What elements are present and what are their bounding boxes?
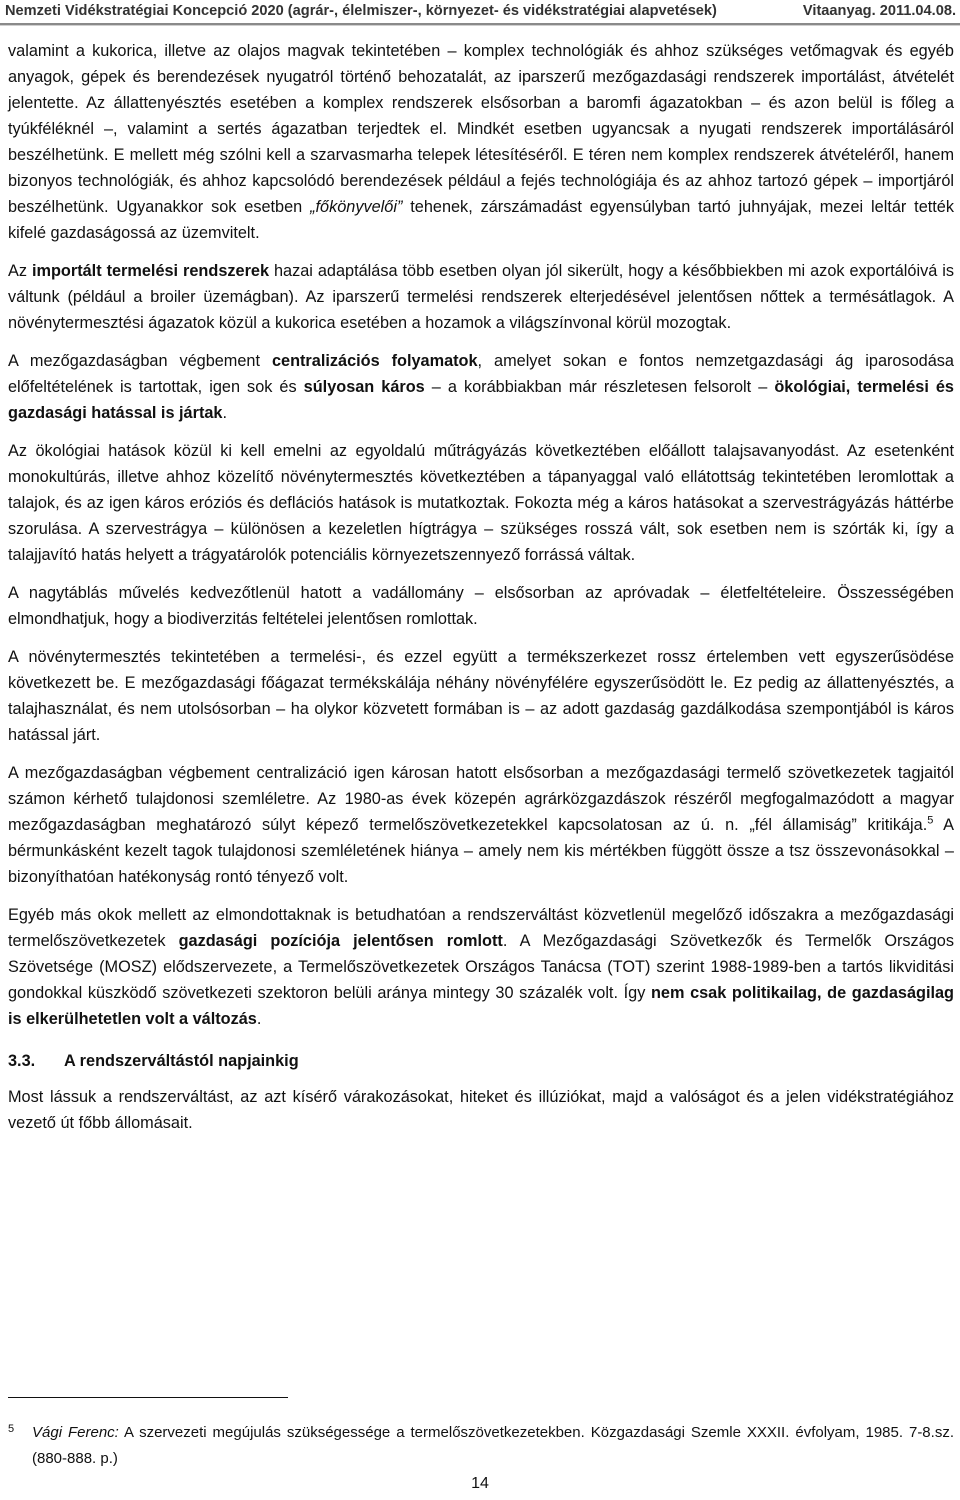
footnote-reference[interactable]: 5 (927, 814, 934, 827)
header-divider (0, 23, 960, 26)
text-run-bold: importált termelési rendszerek (31, 262, 270, 280)
paragraph (8, 902, 954, 1032)
text-run: valamint a kukorica, illetve az olajos magvak tekintetében – komplex technológiák és ahhoz szükséges vetőmagvak és egyéb anyagok, gépek és berendezések nyugatról történő behozatalát, az iparszerű mezőgazdasági rendszerek importálást, átvételét jelentette. Az állattenyésztés esetében a komplex rendszerek elsősorban a baromfi ágazatokban – és azon belül is főleg a tyúkféléknél –, valamint a sertés ágazatban terjedtek el. Mindkét esetben ugyancsak a nyugati rendszerek importálásáról beszélhetünk. E mellett még szólni kell a szarvasmarha telepek létesítéséről. E téren nem komplex rendszerek átvételéről, hanem bizonyos technológiák, és ahhoz kapcsolódó berendezések például a fejés technológiája és az ahhoz tartozó gépek – importjáról beszélhetünk. Ugyanakkor sok esetben (8, 42, 954, 216)
section-heading (8, 1048, 954, 1074)
paragraph (8, 760, 954, 890)
text-run: – a korábbiakban már részletesen felsorolt – (424, 378, 775, 396)
document-title: Nemzeti Vidékstratégiai Koncepció 2020 (agrár-, élelmiszer-, környezet- és vidékstratégiai alapvetések) (5, 3, 717, 19)
text-run: . (256, 1010, 262, 1028)
text-run: tehenek, zárszámadást egyensúlyban tartó juhnyájak, mezei leltár tették kifelé gazdaságossá az üzemvitelt. (8, 198, 955, 242)
footnote-citation: A szervezeti megújulás szükségessége a termelőszövetkezetekben. Közgazdasági Szemle XXXII. évfolyam, 1985. 7-8.sz. (880-888. p.) (32, 1424, 954, 1467)
paragraph: A nagytáblás művelés kedvezőtlenül hatott a vadállomány – elsősorban az apróvadak – életfeltételeire. Összességében elmondhatjuk, hogy a biodiverzitás feltételei jelentősen romlottak. (8, 584, 954, 628)
paragraph (8, 348, 954, 426)
text-run: Egyéb más okok mellett az elmondottaknak is betudhatóan a rendszerváltást közvetlenül megelőző időszakra a mezőgazdasági termelőszövetkezetek (8, 906, 954, 950)
text-run-bold: súlyosan káros (303, 378, 425, 396)
footnote-text (8, 1420, 954, 1472)
paragraph: Az ökológiai hatások közül ki kell emelni az egyoldalú műtrágyázás következtében előállott talajsavanyodást. Az esetenként monokultúrás, illetve ahhoz közelítő növénytermesztés következtében a tápanyaggal való ellátottság tekintetében leromlottak a talajok, és az igen káros eróziós és deflációs hatások is mutatkoztak. Fokozta még a káros hatásokat a szervestrágyázás háttérbe szorulása. A szervestrágya – különösen a kezeletlen hígtrágya – szükséges rosszá vált, sok esetben nem is szórták ki, így a talajjavító hatás helyett a trágyatárolók potenciális környezetszennyező forrássá váltak. (8, 442, 954, 564)
text-run: A bérmunkásként kezelt tagok tulajdonosi szemléletének hiánya – amely nem kis mértékben függött össze a tsz összevonásokkal – bizonyíthatóan hatékonyság rontó tényező volt. (8, 816, 954, 886)
footnote-divider (8, 1397, 288, 1398)
paragraph: Most lássuk a rendszerváltást, az azt kísérő várakozásokat, hiteket és illúziókat, majd a valóságot és a jelen vidékstratégiához vezető út főbb állomásait. (8, 1088, 954, 1132)
footnote-mark: 5 (8, 1423, 15, 1435)
text-run: . (222, 404, 228, 422)
text-run-bold: nem csak politikailag, de gazdaságilag is elkerülhetetlen volt a változás (8, 984, 954, 1028)
text-run-italic: „főkönyvelői” (310, 198, 403, 216)
text-run-bold: ökológiai, termelési és gazdasági hatással is jártak (8, 378, 954, 422)
text-run: Az (8, 262, 32, 280)
paragraph (8, 258, 954, 336)
text-run: A mezőgazdaságban végbement (8, 352, 272, 370)
text-run: . A Mezőgazdasági Szövetkezők és Termelők Országos Szövetsége (MOSZ) elődszervezete, a Termelőszövetkezetek Országos Tanácsa (TOT) szerint 1988-1989-ben a tartós likviditási gondokkal küszködő szövetkezeti szektoron belüli aránya mintegy 30 százalék volt. Így (8, 932, 954, 1002)
text-run: hazai adaptálása több esetben olyan jól sikerült, hogy a későbbiekben mi azok exportálóivá is váltunk (például a broiler üzemágban). Az iparszerű termelési rendszerek elterjedésével jelentősen nőttek a termésátlagok. A növénytermesztési ágazatok közül a kukorica esetében a hozamok a világszínvonal körül mozogtak. (8, 262, 954, 332)
paragraph: A növénytermesztés tekintetében a termelési-, és ezzel együtt a termékszerkezet rossz értelemben vett egyszerűsödése következett be. E mezőgazdasági főágazat termékskálája néhány növényfélére egyszerűsödött le. Ez pedig az állattenyésztés, a talajhasználat, és nem utolsósorban – ha olykor közvetett formában is – az adott gazdaság gazdálkodása szempontjából is káros hatással járt. (8, 648, 954, 744)
document-version: Vitaanyag. 2011.04.08. (802, 3, 956, 19)
body-text (8, 38, 954, 1148)
text-run-bold: gazdasági pozíciója jelentősen romlott (178, 932, 503, 950)
text-run: , amelyet sokan e fontos nemzetgazdasági ág iparosodása előfeltételének is tartottak, igen sok és (8, 352, 954, 396)
text-run: A mezőgazdaságban végbement centralizáció igen károsan hatott elsősorban a mezőgazdasági termelő szövetkezetek tagjaitól számon kérhető tulajdonosi szemléletre. Az 1980-as évek közepén agrárközgazdászok részéről megfogalmazódott a magyar mezőgazdaságban meghatározó súlyt képező termelőszövetkezetekkel kapcsolatosan az ú. n. „fél államiság” kritikája. (8, 764, 954, 834)
section-title: A rendszerváltástól napjainkig (64, 1052, 299, 1070)
page-header (0, 0, 960, 31)
footnote-author: Vági Ferenc: (32, 1424, 119, 1441)
paragraph (8, 38, 954, 246)
text-run-bold: centralizációs folyamatok (271, 352, 478, 370)
page-number: 14 (471, 1475, 489, 1492)
section-number: 3.3. (8, 1052, 36, 1070)
footnote (8, 1420, 954, 1472)
